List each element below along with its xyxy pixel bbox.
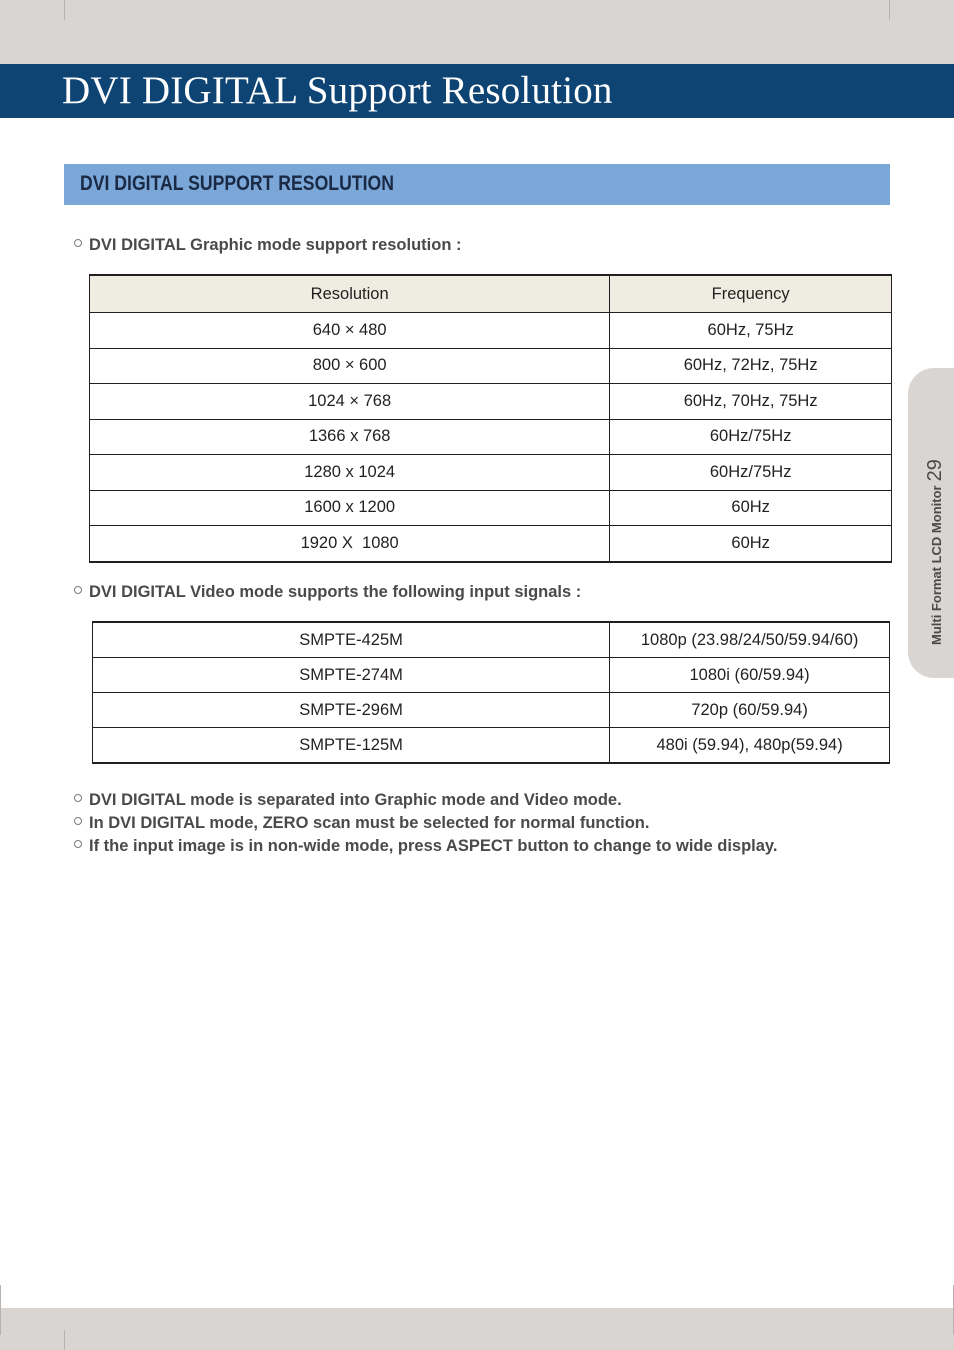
crop-mark — [64, 0, 65, 20]
table-row — [93, 693, 890, 728]
resolution-cell: 640 × 480 — [90, 313, 610, 349]
resolution-cell: 1920 X 1080 — [90, 526, 610, 562]
table-row — [90, 313, 892, 349]
resolution-cell: 1024 × 768 — [90, 384, 610, 420]
crop-mark — [889, 0, 890, 20]
frequency-cell: 60Hz, 70Hz, 75Hz — [610, 384, 892, 420]
note-item: DVI DIGITAL mode is separated into Graphic mode and Video mode. — [74, 791, 622, 810]
resolution-cell: 1280 x 1024 — [90, 455, 610, 491]
column-header-resolution: Resolution — [90, 275, 610, 313]
frequency-cell: 60Hz/75Hz — [610, 419, 892, 455]
signal-standard-cell: SMPTE-125M — [93, 728, 610, 764]
bullet-icon — [74, 817, 82, 825]
video-mode-intro: DVI DIGITAL Video mode supports the following input signals : — [74, 583, 581, 602]
graphic-mode-intro: DVI DIGITAL Graphic mode support resolution : — [74, 236, 462, 255]
frequency-cell: 60Hz — [610, 526, 892, 562]
resolution-cell: 800 × 600 — [90, 348, 610, 384]
table-row — [90, 490, 892, 526]
signal-standard-cell: SMPTE-296M — [93, 693, 610, 728]
table-row — [93, 658, 890, 693]
signal-format-cell: 1080p (23.98/24/50/59.94/60) — [610, 622, 890, 658]
video-signal-table — [92, 621, 890, 764]
signal-format-cell: 1080i (60/59.94) — [610, 658, 890, 693]
signal-format-cell: 720p (60/59.94) — [610, 693, 890, 728]
frequency-cell: 60Hz, 72Hz, 75Hz — [610, 348, 892, 384]
table-header-row — [90, 275, 892, 313]
crop-mark — [0, 1285, 1, 1335]
resolution-cell: 1366 x 768 — [90, 419, 610, 455]
table-row — [93, 728, 890, 764]
note-item: In DVI DIGITAL mode, ZERO scan must be selected for normal function. — [74, 814, 649, 833]
table-row — [90, 348, 892, 384]
frequency-cell: 60Hz/75Hz — [610, 455, 892, 491]
table-row — [90, 455, 892, 491]
bottom-margin-band — [0, 1308, 954, 1350]
page-title-bar — [0, 64, 954, 118]
top-margin-band — [0, 0, 954, 64]
section-header — [64, 164, 890, 205]
table-row — [90, 419, 892, 455]
table-row — [90, 526, 892, 562]
signal-format-cell: 480i (59.94), 480p(59.94) — [610, 728, 890, 764]
note-item: If the input image is in non-wide mode, press ASPECT button to change to wide display. — [74, 837, 777, 856]
signal-standard-cell: SMPTE-425M — [93, 622, 610, 658]
bullet-icon — [74, 239, 82, 247]
bullet-icon — [74, 840, 82, 848]
table-row — [93, 622, 890, 658]
table-row — [90, 384, 892, 420]
resolution-cell: 1600 x 1200 — [90, 490, 610, 526]
column-header-frequency: Frequency — [610, 275, 892, 313]
side-tab-label — [924, 459, 947, 645]
section-title: DVI DIGITAL SUPPORT RESOLUTION — [80, 172, 394, 195]
crop-mark — [64, 1330, 65, 1350]
bullet-icon — [74, 586, 82, 594]
bullet-icon — [74, 794, 82, 802]
frequency-cell: 60Hz, 75Hz — [610, 313, 892, 349]
product-name: Multi Format LCD Monitor — [929, 485, 944, 645]
page-title: DVI DIGITAL Support Resolution — [62, 69, 613, 112]
signal-standard-cell: SMPTE-274M — [93, 658, 610, 693]
page-number: 29 — [924, 459, 946, 482]
graphic-resolution-table — [89, 274, 892, 563]
frequency-cell: 60Hz — [610, 490, 892, 526]
